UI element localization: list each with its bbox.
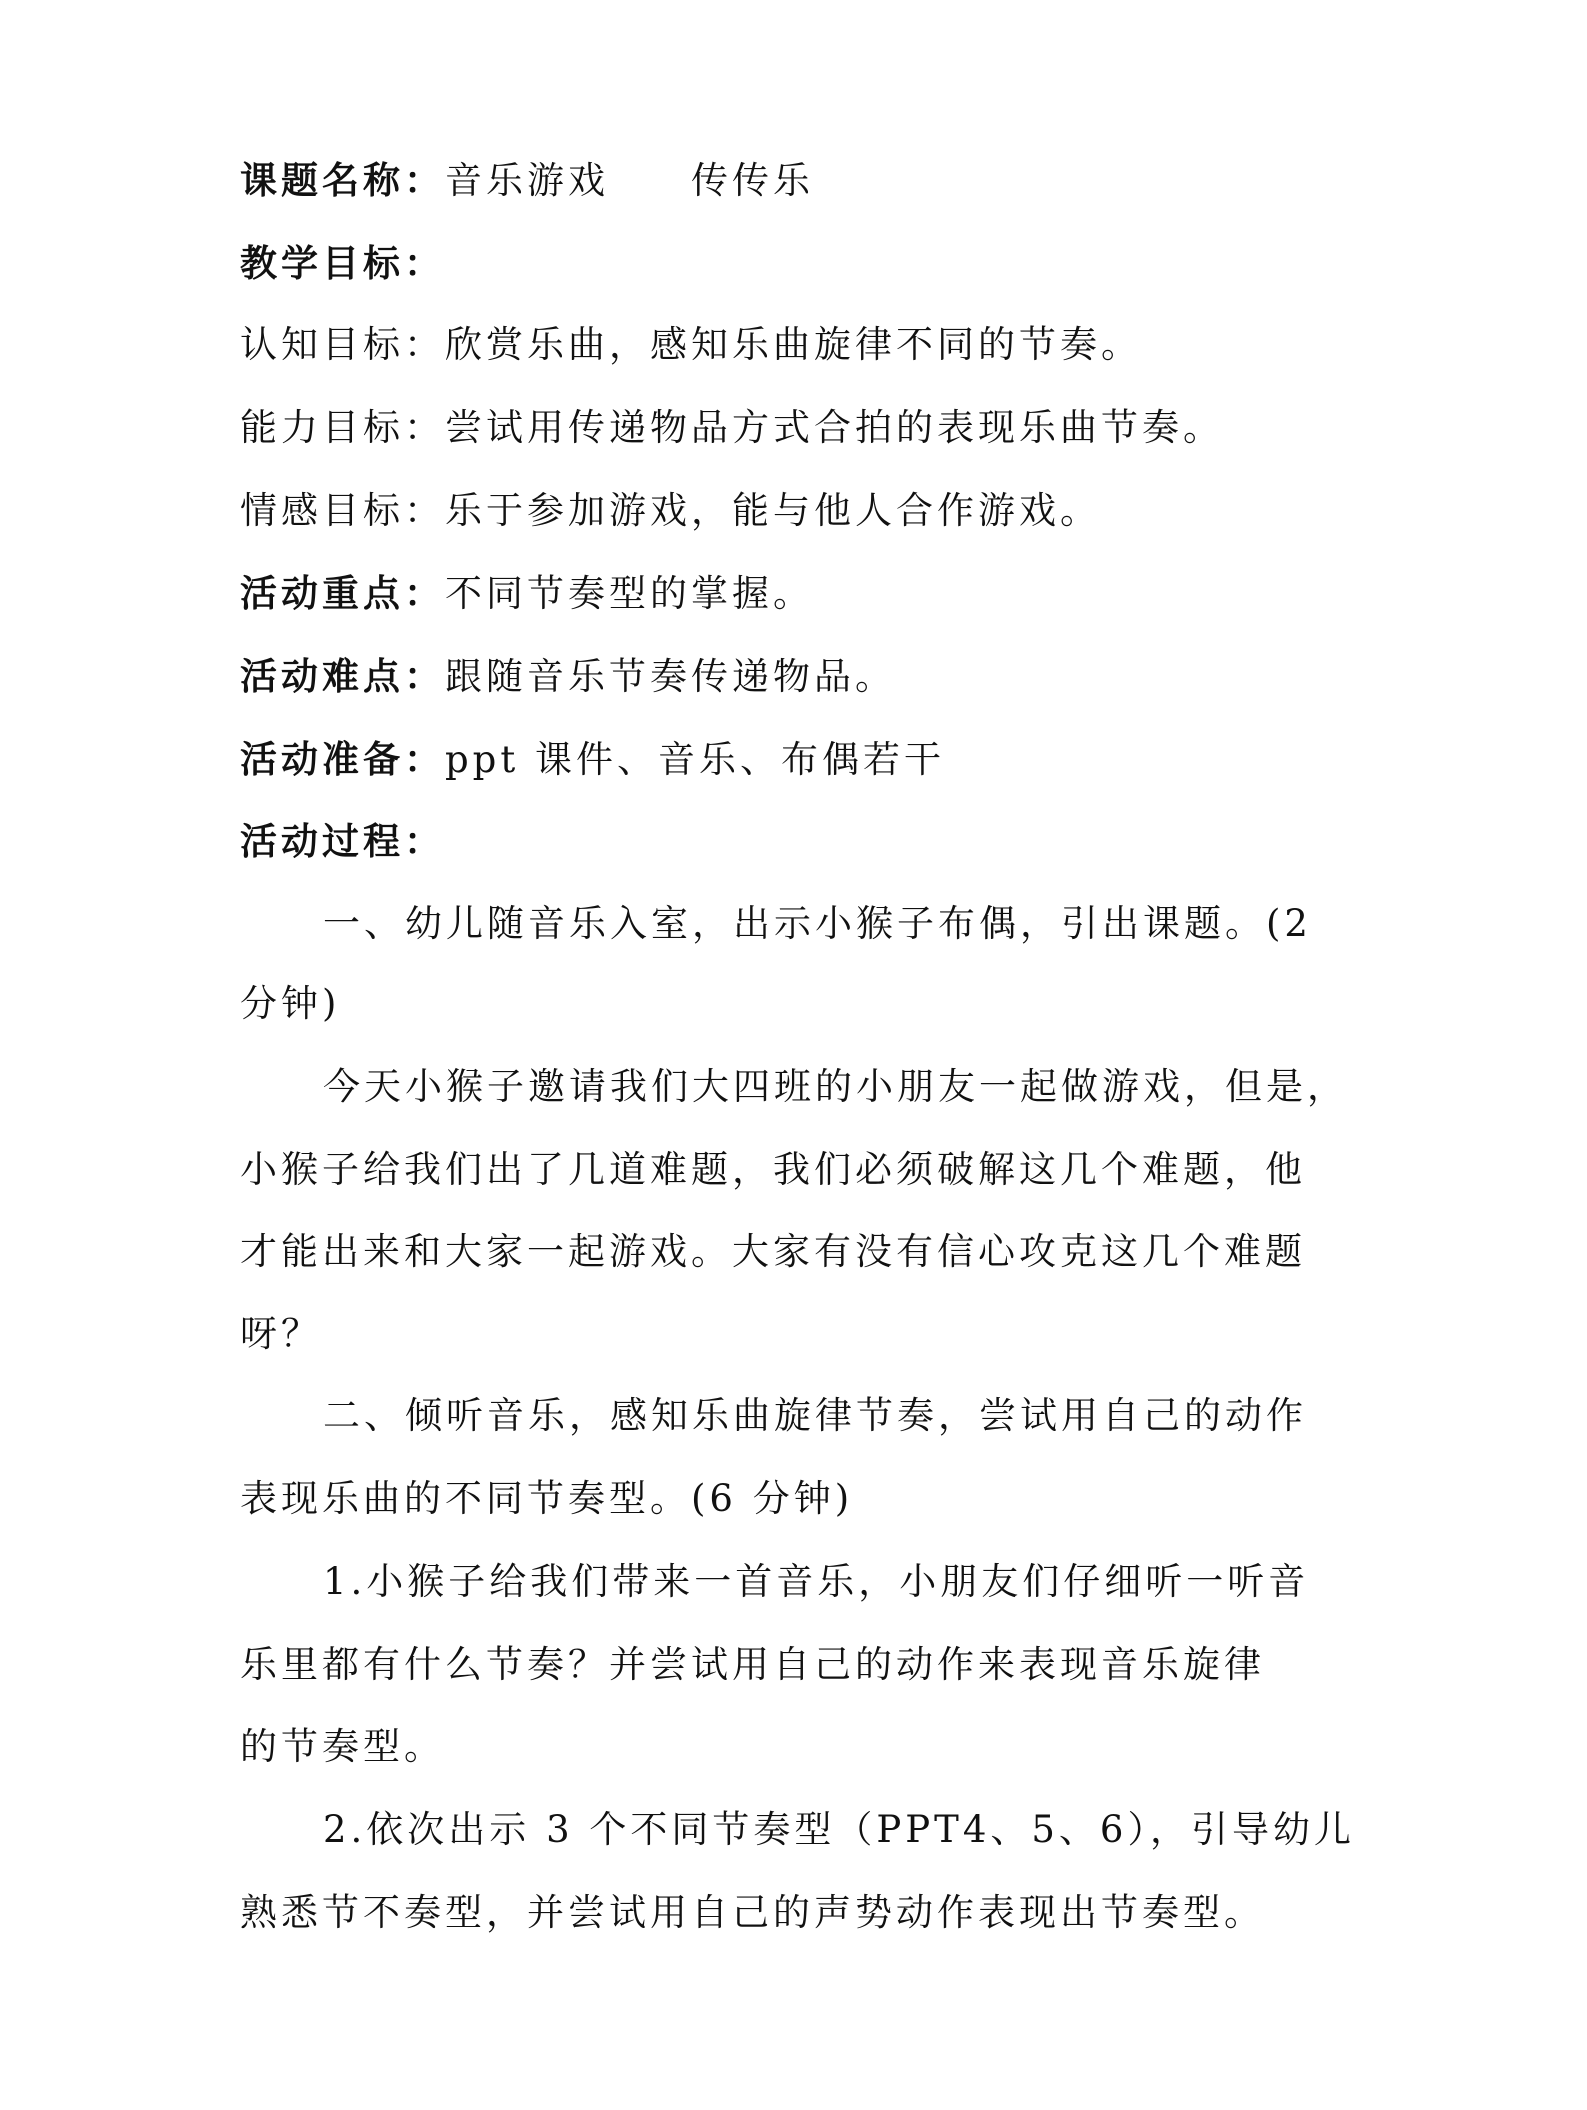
process-heading bbox=[240, 811, 445, 871]
body-line: 2.依次出示 3 个不同节奏型（PPT4、5、6），引导幼儿 bbox=[323, 1808, 1355, 1851]
cognitive-text: 欣赏乐曲，感知乐曲旋律不同的节奏。 bbox=[445, 323, 1142, 366]
difficulty bbox=[240, 646, 896, 706]
cognitive-label: 认知目标： bbox=[240, 323, 445, 366]
key-point bbox=[240, 563, 814, 623]
body-line: 熟悉节不奏型，并尝试用自己的声势动作表现出节奏型。 bbox=[240, 1891, 1265, 1934]
body-line: 分钟) bbox=[240, 982, 341, 1025]
topic-line bbox=[240, 150, 814, 210]
ability-label: 能力目标： bbox=[240, 406, 445, 449]
preparation bbox=[240, 729, 945, 789]
ability-goal bbox=[240, 398, 1224, 458]
difficulty-text: 跟随音乐节奏传递物品。 bbox=[445, 655, 896, 698]
difficulty-label: 活动难点： bbox=[240, 654, 445, 698]
key-point-text: 不同节奏型的掌握。 bbox=[445, 572, 814, 615]
topic-label: 课题名称： bbox=[240, 158, 445, 202]
cognitive-goal bbox=[240, 315, 1142, 375]
process-heading-label: 活动过程： bbox=[240, 819, 445, 863]
key-point-label: 活动重点： bbox=[240, 571, 445, 615]
body-line: 小猴子给我们出了几道难题，我们必须破解这几个难题，他 bbox=[240, 1148, 1306, 1191]
body-line: 二、倾听音乐，感知乐曲旋律节奏，尝试用自己的动作 bbox=[323, 1394, 1307, 1437]
body-line: 才能出来和大家一起游戏。大家有没有信心攻克这几个难题 bbox=[240, 1230, 1306, 1273]
goals-heading bbox=[240, 233, 445, 293]
body-line: 表现乐曲的不同节奏型。(6 分钟) bbox=[240, 1477, 854, 1520]
ability-text: 尝试用传递物品方式合拍的表现乐曲节奏。 bbox=[445, 406, 1224, 449]
body-line: 1.小猴子给我们带来一首音乐，小朋友们仔细听一听音 bbox=[323, 1560, 1310, 1603]
preparation-label: 活动准备： bbox=[240, 737, 445, 781]
preparation-text: ppt 课件、音乐、布偶若干 bbox=[445, 738, 945, 781]
goals-heading-label: 教学目标： bbox=[240, 241, 445, 285]
topic-value: 音乐游戏 传传乐 bbox=[445, 159, 814, 202]
emotion-text: 乐于参加游戏，能与他人合作游戏。 bbox=[445, 489, 1101, 532]
body-line: 的节奏型。 bbox=[240, 1725, 445, 1768]
emotion-label: 情感目标： bbox=[240, 489, 445, 532]
emotion-goal bbox=[240, 481, 1101, 541]
body-line: 一、幼儿随音乐入室，出示小猴子布偶，引出课题。(2 bbox=[323, 902, 1312, 945]
body-line: 今天小猴子邀请我们大四班的小朋友一起做游戏，但是， bbox=[323, 1065, 1348, 1108]
body-line: 乐里都有什么节奏？并尝试用自己的动作来表现音乐旋律 bbox=[240, 1643, 1265, 1686]
body-line: 呀？ bbox=[240, 1312, 322, 1355]
